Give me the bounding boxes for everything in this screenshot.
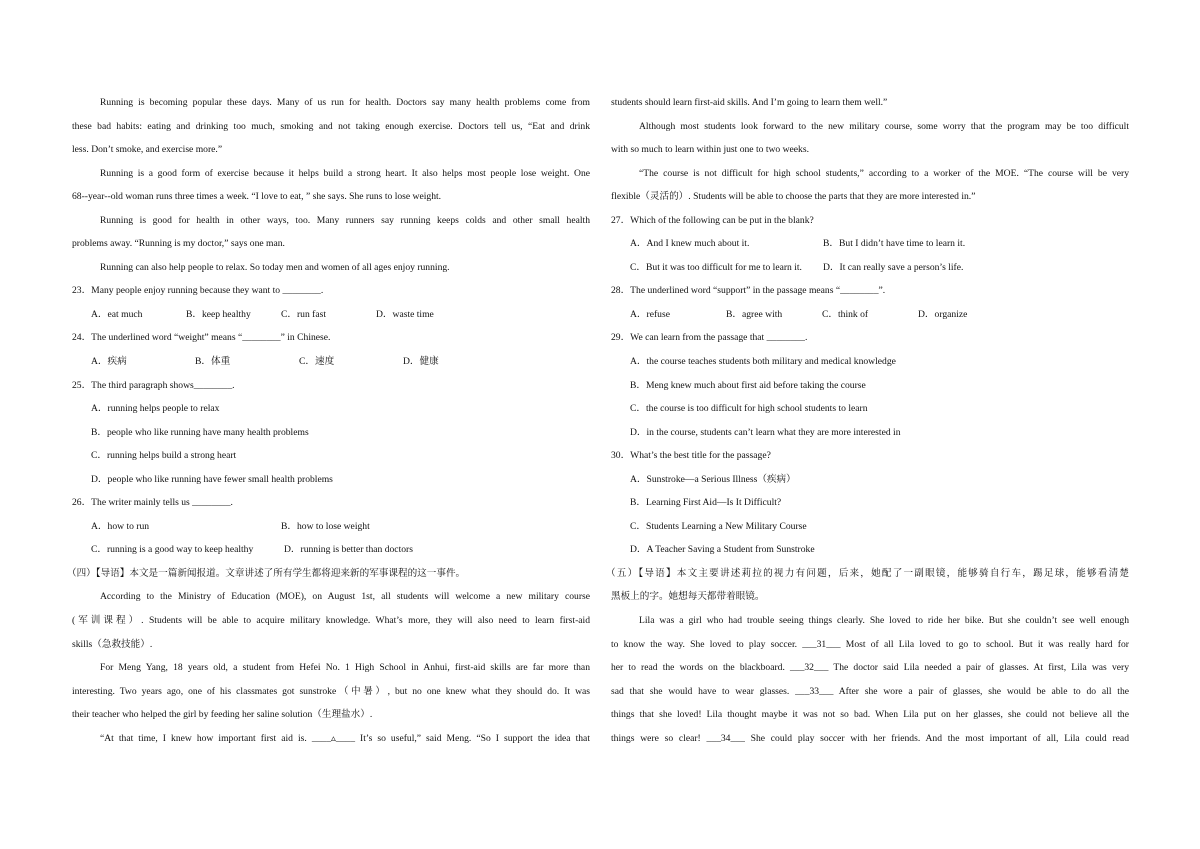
answer-option: A．refuse [630,308,670,320]
answer-option: B．keep healthy [186,308,251,320]
answer-option: A．And I knew much about it. [630,238,750,250]
text-line: students should learn first-aid skills. And I’m going to learn them well.” [611,97,888,108]
text-line: Running is good for health in other ways, too. Many runners say running keeps colds and other small health [100,214,590,226]
text-line: flexible（灵活的）. Students will be able to choose the parts that they are more interested in.” [611,191,976,203]
answer-option: B．people who like running have many health problems [91,426,309,438]
text-line: interesting. Two years ago, one of his classmates got sunstroke（中暑）, but no one knew what they should do. It was [72,685,590,697]
text-line: their teacher who helped the girl by feeding her saline solution（生理盐水）. [72,709,373,721]
text-line: 27．Which of the following can be put in the blank? [611,214,814,226]
text-line: 29．We can learn from the passage that ________. [611,332,808,344]
text-line: Lila was a girl who had trouble seeing things clearly. She loved to ride her bike. But she couldn’t see well enough [639,615,1129,627]
answer-option: D．organize [918,308,968,320]
answer-option: D．waste time [376,308,434,320]
text-line: “At that time, I knew how important first aid is. ____▵____ It’s so useful,” said Meng. “So I support the idea that [100,732,590,744]
text-line: Although most students look forward to the new military course, some worry that the program may be too difficult [639,120,1129,132]
text-line: For Meng Yang, 18 years old, a student from Hefei No. 1 High School in Anhui, first-aid skills are far more than [100,662,590,674]
text-line: 30．What’s the best title for the passage? [611,450,771,462]
text-line: to know the way. She loved to play soccer. ___31___ Most of all Lila loved to go to school. But it was really hard for [611,638,1129,650]
options-row [72,538,590,562]
answer-option: D．people who like running have fewer small health problems [91,473,333,485]
section-intro: （五）【导语】本文主要讲述莉拉的视力有问题，后来，她配了一副眼镜，能够骑自行车，踢足球，能够看清楚 [606,567,1129,579]
left-column [67,91,590,750]
text-line: skills（急救技能）. [72,638,153,650]
text-line: with so much to learn within just one to two weeks. [611,144,809,156]
answer-option: D．A Teacher Saving a Student from Sunstroke [630,544,815,556]
answer-option: D．in the course, students can’t learn what they are more interested in [630,426,901,438]
text-line: (军训课程）. Students will be able to acquire military knowledge. What’s more, they will also need to learn first-aid [72,615,590,627]
answer-option: A．疾病 [91,356,127,368]
text-line: 24．The underlined word “weight” means “________” in Chinese. [72,332,331,344]
section-intro: （四）【导语】本文是一篇新闻报道。文章讲述了所有学生都将迎来新的军事课程的这一事件。 [67,567,466,579]
options-row [611,256,1129,280]
options-row [72,303,590,327]
text-line: Running is becoming popular these days. Many of us run for health. Doctors say many health problems come from [100,97,590,108]
answer-option: D．running is better than doctors [284,544,413,556]
answer-option: A．running helps people to relax [91,403,220,415]
answer-option: B．how to lose weight [281,520,370,532]
answer-option: C．Students Learning a New Military Course [630,520,807,532]
answer-option: C．running is a good way to keep healthy [91,544,254,556]
answer-option: A．Sunstroke—a Serious Illness（疾病） [630,473,796,485]
text-line: According to the Ministry of Education (MOE), on August 1st, all students will welcome a new military course [100,591,590,603]
text-line: her to read the words on the blackboard. ___32___ The doctor said Lila needed a pair of glasses. At first, Lila was very [611,662,1129,674]
text-line: things that she loved! Lila thought maybe it was not so bad. When Lila put on her glasses, she could not believe all the [611,709,1129,721]
answer-option: B．Meng knew much about first aid before taking the course [630,379,866,391]
text-line: sad that she would have to wear glasses. ___33___ After she wore a pair of glasses, she would be able to do all the [611,685,1129,697]
text-line: 黑板上的字。她想每天都带着眼镜。 [611,591,765,603]
answer-option: C．running helps build a strong heart [91,450,237,462]
answer-option: D．It can really save a person’s life. [823,261,964,273]
text-line: “The course is not difficult for high school students,” according to a worker of the MOE. “The course will be very [639,167,1129,179]
answer-option: A．eat much [91,308,143,320]
answer-option: B．agree with [726,308,783,320]
options-row [611,232,1129,256]
text-line: 25．The third paragraph shows________. [72,379,235,391]
options-row [72,350,590,374]
answer-option: C．think of [822,308,869,320]
text-line: problems away. “Running is my doctor,” says one man. [72,238,285,250]
answer-option: C．run fast [281,308,327,320]
answer-option: B．But I didn’t have time to learn it. [823,238,966,250]
text-line: things were so clear! ___34___ She could play soccer with her friends. And the most important of all, Lila could read [611,732,1129,744]
text-line: 23．Many people enjoy running because they want to ________. [72,285,324,297]
answer-option: D．健康 [403,356,439,368]
answer-option: A．how to run [91,520,150,532]
answer-option: B．Learning First Aid—Is It Difficult? [630,497,782,509]
right-column [606,91,1129,750]
text-line: 28．The underlined word “support” in the passage means “________”. [611,285,886,297]
text-line: these bad habits: eating and drinking too much, smoking and not taking enough exercise. Doctors tell us, “Eat and drink [72,120,590,132]
answer-option: B．体重 [195,356,231,368]
text-line: 26．The writer mainly tells us ________. [72,497,233,509]
options-row [611,303,1129,327]
answer-option: A．the course teaches students both military and medical knowledge [630,356,896,368]
answer-option: C．the course is too difficult for high school students to learn [630,403,868,415]
text-line: less. Don’t smoke, and exercise more.” [72,144,223,156]
options-row [72,515,590,539]
text-line: Running can also help people to relax. So today men and women of all ages enjoy running. [100,261,450,273]
text-line: Running is a good form of exercise because it helps build a strong heart. It also helps most people lose weight. One [100,167,590,179]
text-line: 68--year--old woman runs three times a week. “I love to eat, ” she says. She runs to lose weight. [72,191,442,203]
answer-option: C．速度 [299,356,335,368]
answer-option: C．But it was too difficult for me to learn it. [630,261,802,273]
